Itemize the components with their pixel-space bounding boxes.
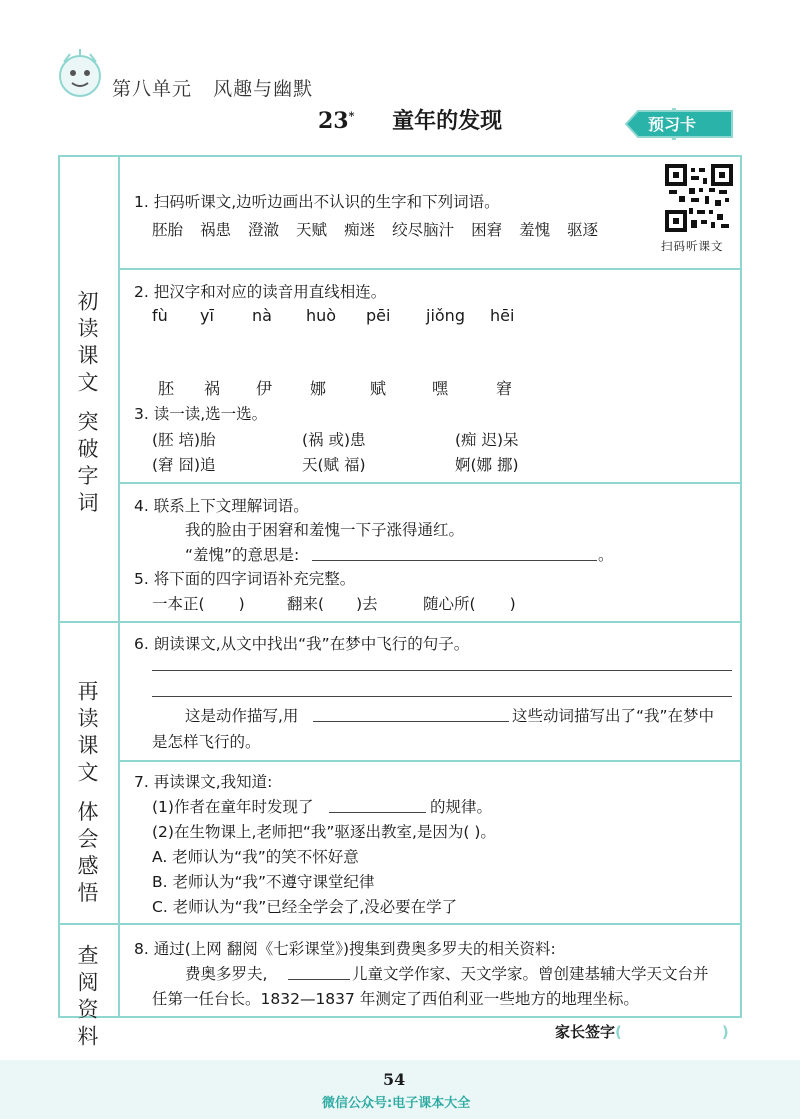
q3-prompt: 3. 读一读,选一选。 xyxy=(134,405,268,423)
q1-word: 胚胎 xyxy=(152,221,184,239)
q1-word: 困窘 xyxy=(471,221,503,239)
q7-sub1-blank[interactable] xyxy=(329,812,426,813)
section-label-first-read: 初读课文 突破字词 xyxy=(75,290,99,519)
parent-signature[interactable]: 家长签字( ) xyxy=(555,1023,729,1041)
q3-option[interactable]: (痴 迟)呆 xyxy=(455,431,519,449)
q1-word: 澄澈 xyxy=(248,221,280,239)
row-divider xyxy=(119,268,741,270)
char-item[interactable]: 窘 xyxy=(496,379,513,398)
q1-word: 绞尽脑汁 xyxy=(392,221,455,239)
q1-word: 祸患 xyxy=(200,221,232,239)
pinyin-item[interactable]: fù xyxy=(152,306,168,325)
mascot-icon xyxy=(52,46,108,102)
q2-prompt: 2. 把汉字和对应的读音用直线相连。 xyxy=(134,283,387,301)
char-item[interactable]: 嘿 xyxy=(432,379,449,398)
lesson-title xyxy=(318,104,502,135)
q1-word: 天赋 xyxy=(296,221,328,239)
section-divider xyxy=(118,156,120,1016)
row-divider xyxy=(119,760,741,762)
q1-word: 驱逐 xyxy=(567,221,599,239)
q1-prompt: 1. 扫码听课文,边听边画出不认识的生字和下列词语。 xyxy=(134,193,500,211)
char-item[interactable]: 赋 xyxy=(370,379,387,398)
preview-tag-label: 预习卡 xyxy=(648,115,697,134)
q3-option[interactable]: 天(赋 福) xyxy=(302,456,366,474)
q6-verb-blank[interactable] xyxy=(313,721,509,722)
char-item[interactable]: 祸 xyxy=(204,379,221,398)
q1-word-list xyxy=(152,218,598,240)
pinyin-item[interactable]: pēi xyxy=(366,306,391,325)
q1-word: 痴迷 xyxy=(344,221,376,239)
q6-answer-line[interactable] xyxy=(152,670,732,671)
wechat-watermark: 微信公众号:电子课本大全 xyxy=(322,1096,471,1111)
row-divider xyxy=(119,482,741,484)
q8-line-a: 费奥多罗夫, xyxy=(185,965,268,983)
char-item[interactable]: 伊 xyxy=(256,379,273,398)
q7-option-c[interactable]: C. 老师认为“我”已经全学会了,没必要在学了 xyxy=(152,898,458,916)
qr-code-icon[interactable] xyxy=(665,164,733,232)
q3-option[interactable]: 婀(娜 挪) xyxy=(455,456,519,474)
q7-sub2: (2)在生物课上,老师把“我”驱逐出教室,是因为( )。 xyxy=(152,823,496,841)
q4-blank-label: “羞愧”的意思是: xyxy=(185,546,300,564)
signature-label: 家长签字 xyxy=(555,1023,616,1041)
q7-option-a[interactable]: A. 老师认为“我”的笑不怀好意 xyxy=(152,848,359,866)
pinyin-item[interactable]: nà xyxy=(252,306,272,325)
qr-caption: 扫码听课文 xyxy=(661,239,724,253)
q7-prompt: 7. 再读课文,我知道: xyxy=(134,773,273,791)
lesson-name: 童年的发现 xyxy=(392,109,503,134)
q4-blank-end: 。 xyxy=(598,546,614,564)
pinyin-item[interactable]: hēi xyxy=(490,306,515,325)
page-number: 54 xyxy=(383,1070,406,1089)
q7-option-b[interactable]: B. 老师认为“我”不遵守课堂纪律 xyxy=(152,873,375,891)
q4-prompt: 4. 联系上下文理解词语。 xyxy=(134,497,309,515)
unit-number: 第八单元 xyxy=(112,78,193,100)
q5-prompt: 5. 将下面的四字词语补充完整。 xyxy=(134,570,356,588)
pinyin-item[interactable]: huò xyxy=(306,306,337,325)
unit-theme: 风趣与幽默 xyxy=(213,78,314,100)
q6-line-b: 这些动词描写出了“我”在梦中 xyxy=(512,707,715,725)
q8-line-b: 儿童文学作家、天文学家。曾创建基辅大学天文台并 xyxy=(352,965,709,983)
row-divider xyxy=(60,621,741,623)
q8-line-c: 任第一任台长。1832—1837 年测定了西伯利亚一些地方的地理坐标。 xyxy=(152,990,639,1008)
q6-line-c: 是怎样飞行的。 xyxy=(152,733,261,751)
q5-item[interactable]: 翻来( )去 xyxy=(287,595,378,613)
q1-word: 羞愧 xyxy=(519,221,551,239)
q4-answer-line[interactable] xyxy=(312,560,597,561)
pinyin-item[interactable]: yī xyxy=(200,306,214,325)
q4-sentence: 我的脸由于困窘和羞愧一下子涨得通红。 xyxy=(185,521,465,539)
section-label-second-read: 再读课文 体会感悟 xyxy=(75,680,99,909)
q3-option[interactable]: (祸 或)患 xyxy=(302,431,366,449)
char-item[interactable]: 胚 xyxy=(158,379,175,398)
pinyin-item[interactable]: jiǒng xyxy=(426,306,465,325)
q5-item[interactable]: 随心所( ) xyxy=(423,595,516,613)
q7-sub1-a: (1)作者在童年时发现了 xyxy=(152,798,314,816)
row-divider xyxy=(60,923,741,925)
q6-answer-line[interactable] xyxy=(152,696,732,697)
q5-item[interactable]: 一本正( ) xyxy=(152,595,245,613)
q7-sub1-b: 的规律。 xyxy=(430,798,493,816)
q3-option[interactable]: (胚 培)胎 xyxy=(152,431,216,449)
q6-line-a: 这是动作描写,用 xyxy=(185,707,299,725)
char-item[interactable]: 娜 xyxy=(310,379,327,398)
q6-prompt: 6. 朗读课文,从文中找出“我”在梦中飞行的句子。 xyxy=(134,635,470,653)
q8-blank[interactable] xyxy=(288,979,350,980)
section-label-research: 查阅资料 xyxy=(75,944,99,1052)
unit-heading xyxy=(112,74,327,101)
q8-prompt: 8. 通过(上网 翻阅《七彩课堂》)搜集到费奥多罗夫的相关资料: xyxy=(134,940,556,958)
lesson-number: 23* xyxy=(318,108,355,134)
q3-option[interactable]: (窘 囧)追 xyxy=(152,456,216,474)
